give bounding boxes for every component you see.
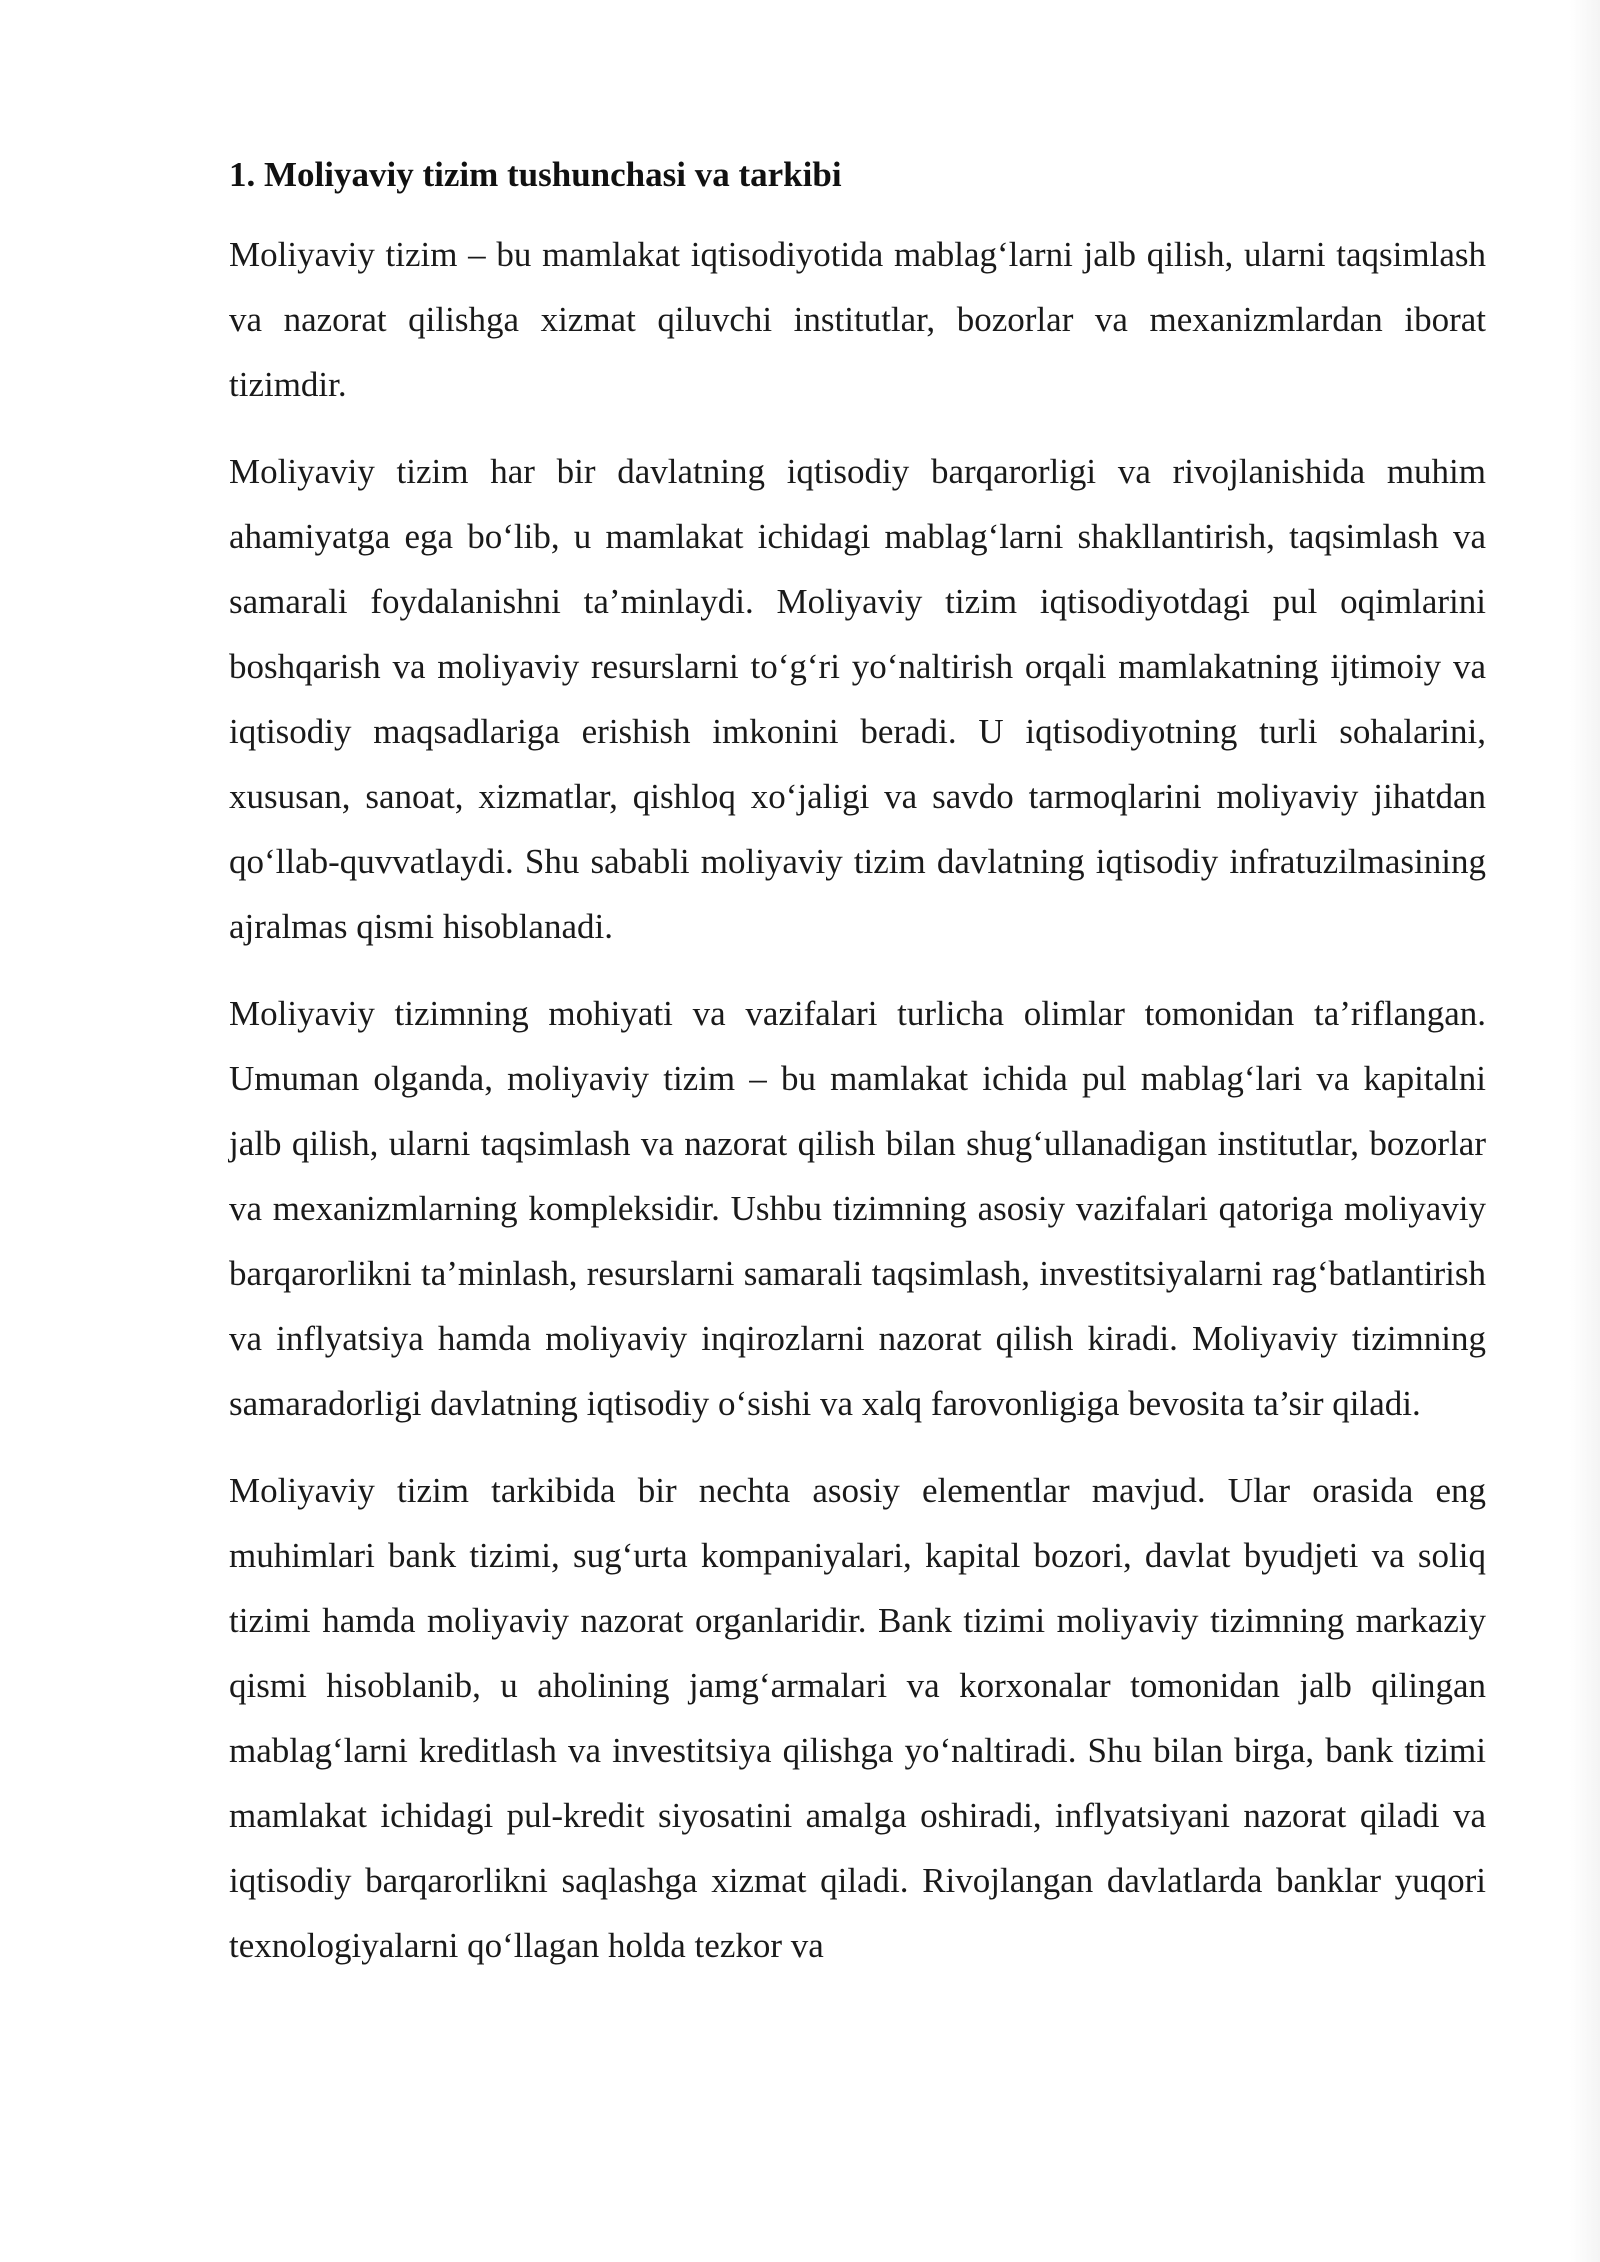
paragraph-structure-elements: Moliyaviy tizim tarkibida bir nechta asosiy elementlar mavjud. Ular orasida eng muhimlari bank tizimi, sug‘urta kompaniyalari, kapital bozori, davlat byudjeti va soliq tizimi hamda moliyaviy nazorat organlaridir. Bank tizimi moliyaviy tizimning markaziy qismi hisoblanib, u aholining jamg‘armalari va korxonalar tomonidan jalb qilingan mablag‘larni kreditlash va investitsiya qilishga yo‘naltiradi. Shu bilan birga, bank tizimi mamlakat ichidagi pul-kredit siyosatini amalga oshiradi, inflyatsiyani nazorat qiladi va iqtisodiy barqarorlikni saqlashga xizmat qiladi. Rivojlangan davlatlarda banklar yuqori texnologiyalarni qo‘llagan holda tezkor va [229, 1471, 1486, 1965]
paragraph-essence-functions: Moliyaviy tizimning mohiyati va vazifalari turlicha olimlar tomonidan ta’riflangan. Umuman olganda, moliyaviy tizim – bu mamlakat ichida pul mablag‘lari va kapitalni jalb qilish, ularni taqsimlash va nazorat qilish bilan shug‘ullanadigan institutlar, bozorlar va mexanizmlarning kompleksidir. Ushbu tizimning asosiy vazifalari qatoriga moliyaviy barqarorlikni ta’minlash, resurslarni samarali taqsimlash, investitsiyalarni rag‘batlantirish va inflyatsiya hamda moliyaviy inqirozlarni nazorat qilish kiradi. Moliyaviy tizimning samaradorligi davlatning iqtisodiy o‘sishi va xalq farovonligiga bevosita ta’sir qiladi. [229, 994, 1486, 1423]
paragraph-importance: Moliyaviy tizim har bir davlatning iqtisodiy barqarorligi va rivojlanishida muhim ahamiyatga ega bo‘lib, u mamlakat ichidagi mablag‘larni shakllantirish, taqsimlash va samarali foydalanishni ta’minlaydi. Moliyaviy tizim iqtisodiyotdagi pul oqimlarini boshqarish va moliyaviy resurslarni to‘g‘ri yo‘naltirish orqali mamlakatning ijtimoiy va iqtisodiy maqsadlariga erishish imkonini beradi. U iqtisodiyotning turli sohalarini, xususan, sanoat, xizmatlar, qishloq xo‘jaligi va savdo tarmoqlarini moliyaviy jihatdan qo‘llab-quvvatlaydi. Shu sababli moliyaviy tizim davlatning iqtisodiy infratuzilmasining ajralmas qismi hisoblanadi. [229, 452, 1486, 946]
paragraph-definition: Moliyaviy tizim – bu mamlakat iqtisodiyotida mablag‘larni jalb qilish, ularni taqsimlash va nazorat qilishga xizmat qiluvchi institutlar, bozorlar va mexanizmlardan iborat tizimdir. [229, 235, 1486, 404]
section-heading: 1. Moliyaviy tizim tushunchasi va tarkibi [229, 155, 842, 194]
page-edge-shadow [1570, 0, 1600, 2262]
document-body [229, 148, 1486, 2000]
